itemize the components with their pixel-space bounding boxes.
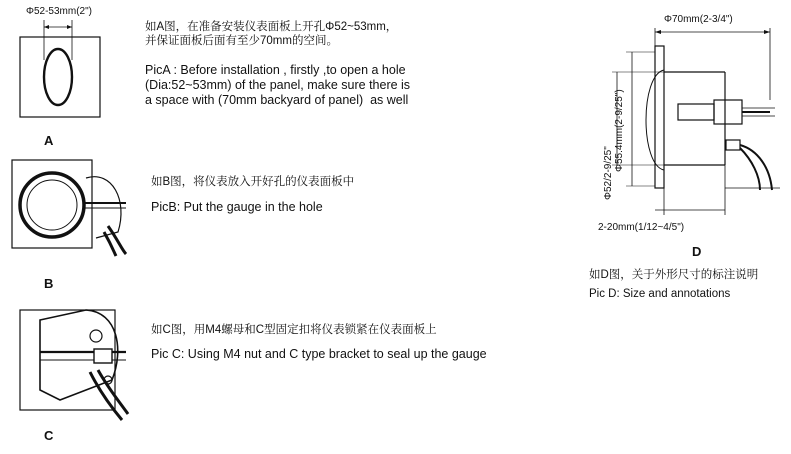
pic-d-diameter-inner: Φ55.4mm(2-9/25") bbox=[614, 89, 625, 172]
pic-d-diameter-top: Φ70mm(2-3/4") bbox=[664, 14, 733, 25]
pic-a-chinese-caption: 如A图，在准备安装仪表面板上开孔Φ52~53mm， 并保证面板后面有至少70mm的空间。 bbox=[145, 21, 398, 47]
pic-d-letter: D bbox=[692, 244, 702, 259]
pic-b-letter: B bbox=[44, 276, 54, 291]
pic-d-drawing bbox=[612, 28, 780, 215]
pic-d-diameter-outer: Φ52/2-9/25" bbox=[603, 146, 614, 200]
pic-c-english-caption: Pic C: Using M4 nut and C type bracket to seal up the gauge bbox=[151, 347, 487, 361]
pic-a-english-caption: PicA : Before installation , firstly ,to open a hole (Dia:52~53mm) of the panel, make sure there is a space with (70mm backyard of panel) as well bbox=[145, 63, 411, 107]
pic-c-drawing bbox=[20, 310, 128, 420]
pic-c-chinese-caption: 如C图，用M4螺母和C型固定扣将仪表锁紧在仪表面板上 bbox=[151, 324, 437, 336]
pic-d-panel-thickness: 2-20mm(1/12~4/5") bbox=[598, 222, 685, 233]
pic-a-letter: A bbox=[44, 133, 54, 148]
pic-b-chinese-caption: 如B图，将仪表放入开好孔的仪表面板中 bbox=[151, 176, 355, 188]
pic-d-english-caption: Pic D: Size and annotations bbox=[589, 288, 731, 300]
pic-a-drawing bbox=[20, 20, 100, 117]
pic-b-english-caption: PicB: Put the gauge in the hole bbox=[151, 200, 323, 214]
pic-c-letter: C bbox=[44, 428, 54, 443]
pic-b-drawing bbox=[12, 160, 126, 256]
pic-d-chinese-caption: 如D图，关于外形尺寸的标注说明 bbox=[589, 269, 759, 281]
pic-a-hole-dimension: Φ52-53mm(2") bbox=[26, 6, 92, 17]
